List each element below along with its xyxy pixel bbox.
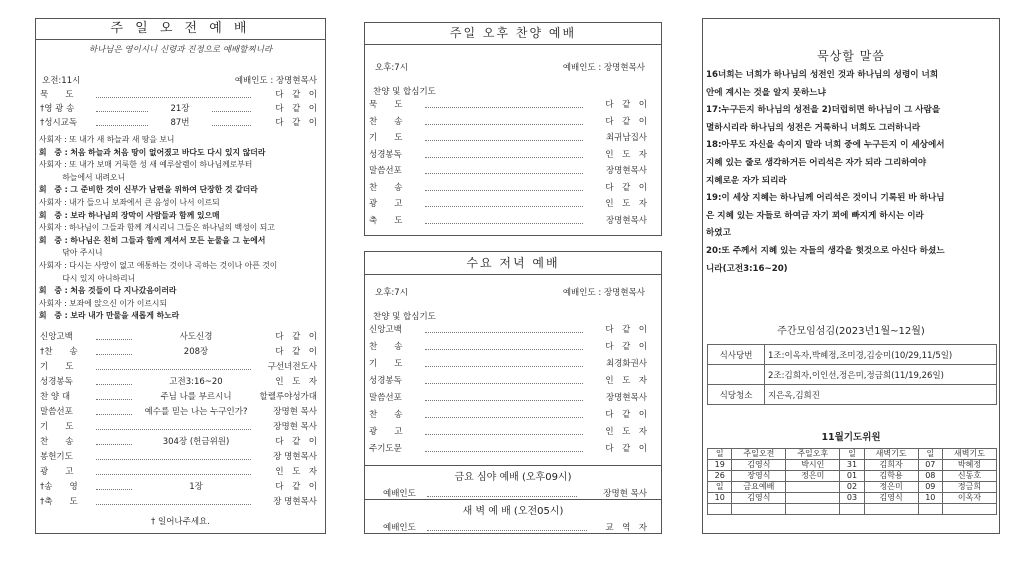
prayer-cell: 10 — [918, 493, 942, 504]
responsive-line: 다시 있지 아니하리니 — [39, 273, 136, 283]
opening-dots — [212, 117, 251, 126]
order-value: 304장 (헌금위원) — [162, 437, 230, 447]
prayer-cell — [786, 504, 840, 515]
meditation-verses — [706, 69, 996, 280]
opening-dots — [96, 89, 251, 98]
wednesday-person: 인 도 자 — [605, 427, 647, 437]
responsive-line: 회 중 : 보라 내가 만물을 새롭게 하노라 — [39, 311, 180, 321]
wednesday-label: 찬 송 — [369, 410, 403, 420]
verse-line: 16너희는 너희가 하나님의 성전인 것과 하나님의 성령이 너희 — [706, 70, 939, 80]
afternoon-person: 인 도 자 — [605, 149, 647, 160]
schedule-row — [708, 345, 997, 365]
wednesday-person: 다 같 이 — [605, 342, 647, 352]
order-row — [40, 376, 317, 389]
prayer-cell: 02 — [840, 482, 864, 493]
afternoon-row — [369, 198, 647, 211]
afternoon-person: 다 같 이 — [605, 100, 647, 110]
order-person: 장명현 목사 — [273, 407, 317, 417]
afternoon-order-list — [369, 99, 647, 231]
responsive-line: 회 중 : 하나님은 친히 그들과 함께 계셔서 모든 눈물을 그 눈에서 — [39, 235, 266, 245]
wednesday-dots — [425, 409, 583, 418]
order-person: 구선녀전도사 — [267, 362, 317, 372]
prayer-cell — [708, 504, 732, 515]
opening-dots — [212, 103, 251, 112]
responsive-line: 사회자 : 보좌에 앉으신 이가 이르시되 — [39, 298, 167, 308]
prayer-cell — [840, 504, 864, 515]
afternoon-label: 성경봉독 — [369, 149, 402, 160]
verse-line: 지혜로운 자가 되리라 — [706, 175, 787, 186]
order-row — [40, 361, 317, 374]
order-label: 찬 양 대 — [40, 392, 71, 402]
opening-dots — [96, 103, 148, 112]
schedule-table — [707, 344, 997, 405]
wednesday-row — [369, 341, 647, 354]
order-value: 주님 나를 부르시니 — [160, 392, 232, 402]
opening-label: †성시교독 — [40, 118, 78, 128]
afternoon-row — [369, 215, 647, 228]
prayer-cell: 09 — [918, 482, 942, 493]
order-dots — [96, 466, 251, 475]
responsive-line: 사회자 : 또 내가 보매 거룩한 성 새 예루살렘이 하나님께로부터 — [39, 160, 253, 170]
prayer-cell: 01 — [840, 471, 864, 482]
wednesday-dots — [425, 375, 583, 384]
afternoon-dots — [425, 99, 583, 108]
order-label: 광 고 — [40, 467, 74, 477]
verse-line: 19:이 세상 지혜는 하나님께 어리석은 것이니 기록된 바 하나님 — [706, 193, 945, 204]
responsive-line: 회 중 : 처음 것들이 다 지나갔음이러라 — [39, 286, 177, 296]
order-person: 장 명현목사 — [273, 452, 317, 462]
prayer-cell: 26 — [708, 471, 732, 482]
afternoon-person: 장명현목사 — [605, 215, 647, 226]
order-person: 다 같 이 — [275, 332, 317, 342]
afternoon-service-time: 오후:7시 — [375, 63, 408, 73]
order-dots — [96, 481, 132, 490]
schedule-label: 식사당번 — [708, 345, 765, 365]
afternoon-dots — [425, 149, 583, 158]
prayer-row — [708, 482, 997, 493]
prayer-cell — [864, 504, 918, 515]
stand-up-note: † 일어나주세요. — [151, 517, 210, 527]
friday-leader: 장명현 목사 — [603, 489, 647, 499]
dawn-service-title: 새 벽 예 배 (오전05시) — [365, 499, 661, 517]
wednesday-prayer-heading: 찬양 및 합심기도 — [373, 312, 436, 322]
opening-person: 다 같 이 — [275, 90, 317, 100]
prayer-row — [708, 460, 997, 471]
responsive-line: 사회자 : 다시는 사망이 없고 애통하는 것이나 곡하는 것이나 아픈 것이 — [39, 260, 278, 270]
prayer-cell: 박시인 — [786, 460, 840, 471]
wednesday-label: 성경봉독 — [369, 376, 402, 386]
wednesday-label: 기 도 — [369, 359, 403, 369]
order-label: †찬 송 — [40, 347, 78, 357]
prayer-cell: 정은미 — [786, 471, 840, 482]
wednesday-person: 다 같 이 — [605, 325, 647, 335]
afternoon-dots — [425, 132, 583, 141]
opening-value: 87번 — [170, 118, 190, 128]
prayer-cell: 신동호 — [943, 471, 997, 482]
wednesday-row — [369, 426, 647, 439]
afternoon-label: 말씀선포 — [369, 166, 402, 176]
order-value: 1장 — [189, 482, 203, 492]
prayer-cell: 07 — [918, 460, 942, 471]
afternoon-label: 광 고 — [369, 199, 403, 209]
order-row — [40, 466, 317, 479]
schedule-value: 2조:김희자,이인선,정은미,정금희(11/19,26일) — [765, 365, 997, 385]
afternoon-label: 기 도 — [369, 133, 403, 143]
prayer-cell: 일 — [708, 482, 732, 493]
wednesday-dots — [425, 358, 583, 367]
morning-service-title: 주 일 오 전 예 배 — [36, 19, 325, 40]
prayer-row — [708, 493, 997, 504]
responsive-line: 회 중 : 그 준비한 것이 신부가 남편을 위하여 단장한 것 같더라 — [39, 185, 258, 195]
prayer-cell: 장영식 — [732, 471, 786, 482]
wednesday-row — [369, 324, 647, 337]
order-value: 예수를 믿는 나는 누구인가? — [144, 407, 248, 417]
opening-value: 21장 — [170, 104, 190, 114]
prayer-cell: 정금희 — [943, 482, 997, 493]
order-dots — [96, 391, 132, 400]
prayer-header-cell: 주일오전 — [732, 449, 786, 460]
opening-row — [40, 117, 317, 130]
order-label: 기 도 — [40, 362, 74, 372]
order-row — [40, 346, 317, 359]
morning-service-subtitle: 하나님은 영이시니 신령과 진정으로 예배할찌니라 — [88, 45, 273, 55]
prayer-cell: 03 — [840, 493, 864, 504]
prayer-header-cell: 새벽기도 — [943, 449, 997, 460]
responsive-line: 하늘에서 내려오니 — [39, 172, 126, 182]
afternoon-label: 축 도 — [369, 215, 403, 226]
order-person: 할렐루야성가대 — [259, 392, 317, 402]
order-label: 기 도 — [40, 422, 74, 432]
verse-line: 하였고 — [706, 228, 731, 239]
wednesday-row — [369, 409, 647, 422]
prayer-cell: 금요예배 — [732, 482, 786, 493]
order-value: 사도신경 — [179, 332, 213, 342]
wednesday-person: 다 같 이 — [605, 444, 647, 454]
opening-row — [40, 103, 317, 116]
afternoon-dots — [425, 165, 583, 174]
wednesday-service-panel — [364, 251, 662, 534]
order-value: 고전3:16~20 — [169, 377, 223, 387]
order-person: 다 같 이 — [275, 482, 317, 492]
responsive-line: 회 중 : 보라 하나님의 장막이 사람들과 함께 있으매 — [39, 210, 220, 220]
order-label: †송 영 — [40, 482, 78, 492]
prayer-header-cell: 일 — [840, 449, 864, 460]
friday-leader-label: 예배인도 — [383, 489, 416, 499]
opening-label: †영 광 송 — [40, 104, 75, 114]
wednesday-row — [369, 358, 647, 371]
prayer-cell — [943, 504, 997, 515]
order-label: 성경봉독 — [40, 377, 73, 387]
order-dots — [96, 436, 132, 445]
wednesday-label: 주기도문 — [369, 444, 402, 454]
afternoon-label: 묵 도 — [369, 100, 403, 110]
schedule-row — [708, 365, 997, 385]
afternoon-row — [369, 149, 647, 162]
wednesday-row — [369, 392, 647, 405]
order-row — [40, 451, 317, 464]
afternoon-service-title: 주일 오후 찬양 예배 — [365, 23, 661, 45]
prayer-cell: 19 — [708, 460, 732, 471]
responsive-line: 회 중 : 처음 하늘과 처음 땅이 없어졌고 바다도 다시 있지 않더라 — [39, 147, 266, 157]
afternoon-dots — [425, 182, 583, 191]
wednesday-service-time: 오후:7시 — [375, 288, 408, 298]
afternoon-dots — [425, 215, 583, 224]
prayer-cell — [732, 504, 786, 515]
afternoon-prayer-heading: 찬양 및 합심기도 — [373, 87, 436, 97]
prayer-header-cell: 새벽기도 — [864, 449, 918, 460]
order-dots — [96, 451, 251, 460]
afternoon-row — [369, 132, 647, 145]
responsive-line: 사회자 : 내가 들으니 보좌에서 큰 음성이 나서 이르되 — [39, 197, 220, 207]
wednesday-person: 최경화권사 — [605, 359, 647, 369]
order-label: †축 도 — [40, 497, 78, 507]
prayer-cell — [918, 504, 942, 515]
responsive-reading — [39, 134, 321, 323]
dawn-leader-dots — [427, 522, 587, 531]
order-person: 다 같 이 — [275, 437, 317, 447]
prayer-row — [708, 504, 997, 515]
order-row — [40, 391, 317, 404]
friday-service-title: 금요 심야 예배 (오후09시) — [365, 465, 661, 483]
verse-line: 은 지혜 있는 자들로 하여금 자기 꾀에 빠지게 하시는 이라 — [706, 210, 924, 221]
order-label: 말씀선포 — [40, 407, 73, 417]
order-label: 찬 송 — [40, 437, 74, 447]
afternoon-label: 찬 송 — [369, 182, 403, 193]
prayer-cell: 정은미 — [864, 482, 918, 493]
order-dots — [96, 346, 132, 355]
opening-label: 묵 도 — [40, 90, 74, 100]
prayer-cell: 김학용 — [864, 471, 918, 482]
afternoon-service-leader: 예배인도 : 장명현목사 — [562, 63, 645, 73]
prayer-cell: 김영식 — [864, 493, 918, 504]
afternoon-person: 최귀남집사 — [605, 133, 647, 143]
prayer-cell — [786, 493, 840, 504]
order-row — [40, 331, 317, 344]
opening-person: 다 같 이 — [275, 118, 317, 128]
prayer-header-cell: 주일오후 — [786, 449, 840, 460]
dawn-leader-label: 예배인도 — [383, 523, 416, 533]
prayer-cell: 10 — [708, 493, 732, 504]
verse-line: 안에 계시는 것을 알지 못하느냐 — [706, 87, 826, 98]
responsive-line: 사회자 : 또 내가 새 하늘과 새 땅을 보니 — [39, 135, 175, 144]
prayer-cell: 31 — [840, 460, 864, 471]
morning-service-time: 오전:11시 — [42, 76, 81, 86]
afternoon-row — [369, 116, 647, 129]
prayer-cell: 08 — [918, 471, 942, 482]
order-person: 다 같 이 — [275, 347, 317, 357]
prayer-cell: 이옥자 — [943, 493, 997, 504]
wednesday-dots — [425, 324, 583, 333]
afternoon-dots — [425, 116, 583, 125]
wednesday-label: 말씀선포 — [369, 393, 402, 403]
afternoon-person: 인 도 자 — [605, 199, 647, 209]
wednesday-label: 광 고 — [369, 427, 403, 437]
order-value: 208장 — [183, 347, 209, 357]
prayer-header-cell: 일 — [708, 449, 732, 460]
order-label: 봉헌기도 — [40, 452, 73, 462]
schedule-label — [708, 365, 765, 385]
order-label: 신앙고백 — [40, 332, 73, 342]
wednesday-person: 인 도 자 — [605, 376, 647, 386]
afternoon-row — [369, 165, 647, 178]
meditation-title: 묵상할 말씀 — [817, 49, 885, 63]
opening-person: 다 같 이 — [275, 104, 317, 114]
wednesday-dots — [425, 341, 583, 350]
meditation-panel — [702, 18, 1000, 534]
schedule-title: 주간모임섬김(2023년1월~12월) — [777, 326, 925, 337]
prayer-cell — [786, 482, 840, 493]
prayer-header-cell: 일 — [918, 449, 942, 460]
wednesday-service-title: 수요 저녁 예배 — [365, 252, 661, 275]
prayer-row — [708, 471, 997, 482]
order-row — [40, 496, 317, 509]
opening-order-list — [40, 89, 317, 134]
order-row — [40, 436, 317, 449]
order-row — [40, 481, 317, 494]
opening-row — [40, 89, 317, 102]
order-dots — [96, 376, 132, 385]
order-person: 인 도 자 — [275, 467, 317, 477]
order-person: 인 도 자 — [275, 377, 317, 387]
verse-line: 멸하시리라 하나님의 성전은 거룩하니 너희도 그러하니라 — [706, 122, 921, 133]
order-row — [40, 406, 317, 419]
wednesday-person: 다 같 이 — [605, 410, 647, 420]
wednesday-label: 신앙고백 — [369, 325, 402, 335]
afternoon-person: 장명현목사 — [605, 166, 647, 176]
prayer-cell: 김영식 — [732, 493, 786, 504]
wednesday-service-leader: 예배인도 : 장명현목사 — [562, 288, 645, 298]
main-order-list — [40, 331, 317, 511]
schedule-row — [708, 385, 997, 405]
schedule-value: 지은옥,김희진 — [765, 385, 997, 405]
order-person: 장명현 목사 — [273, 422, 317, 432]
afternoon-service-panel — [364, 22, 662, 236]
afternoon-person: 다 같 이 — [605, 116, 647, 127]
order-dots — [96, 331, 132, 340]
morning-service-leader: 예배인도 : 장명현목사 — [234, 76, 317, 86]
order-row — [40, 421, 317, 434]
afternoon-person: 다 같 이 — [605, 182, 647, 193]
prayer-cell: 김희자 — [864, 460, 918, 471]
prayer-cell: 박혜정 — [943, 460, 997, 471]
afternoon-dots — [425, 198, 583, 207]
wednesday-dots — [425, 426, 583, 435]
verse-line: 니라(고전3:16~20) — [706, 263, 788, 274]
friday-leader-dots — [427, 488, 577, 497]
order-dots — [96, 496, 251, 505]
wednesday-row — [369, 375, 647, 388]
prayer-table — [707, 448, 997, 515]
order-person: 장 명현목사 — [273, 497, 317, 507]
opening-dots — [96, 117, 148, 126]
prayer-cell: 김영식 — [732, 460, 786, 471]
afternoon-row — [369, 99, 647, 112]
wednesday-label: 찬 송 — [369, 342, 403, 352]
responsive-line: 닦아 주시니 — [39, 248, 103, 258]
wednesday-dots — [425, 392, 583, 401]
schedule-label: 식당청소 — [708, 385, 765, 405]
verse-line: 지혜 있는 줄로 생각하거든 어리석은 자가 되라 그리하여야 — [706, 157, 927, 168]
afternoon-label: 찬 송 — [369, 116, 403, 127]
verse-line: 17:누구든지 하나님의 성전을 2)더럽히면 하나님이 그 사람을 — [706, 105, 941, 116]
wednesday-order-list — [369, 324, 647, 460]
wednesday-person: 장명현목사 — [605, 393, 647, 403]
wednesday-row — [369, 443, 647, 456]
dawn-leader: 교 역 자 — [605, 523, 647, 533]
responsive-line: 사회자 : 하나님이 그들과 함께 계시리니 그들은 하나님의 백성이 되고 — [39, 223, 275, 233]
order-dots — [96, 361, 251, 370]
afternoon-row — [369, 182, 647, 195]
wednesday-dots — [425, 443, 583, 452]
morning-service-panel — [35, 18, 326, 534]
verse-line: 18:아무도 자신을 속이지 말라 너희 중에 누구든지 이 세상에서 — [706, 140, 945, 151]
schedule-value: 1조:이옥자,박혜정,조미경,김숭미(10/29,11/5일) — [765, 345, 997, 365]
verse-line: 20:또 주께서 지혜 있는 자들의 생각을 헛것으로 아신다 하셨느 — [706, 245, 945, 256]
prayer-title: 11월기도위원 — [821, 432, 881, 443]
order-dots — [96, 406, 132, 415]
order-dots — [96, 421, 251, 430]
